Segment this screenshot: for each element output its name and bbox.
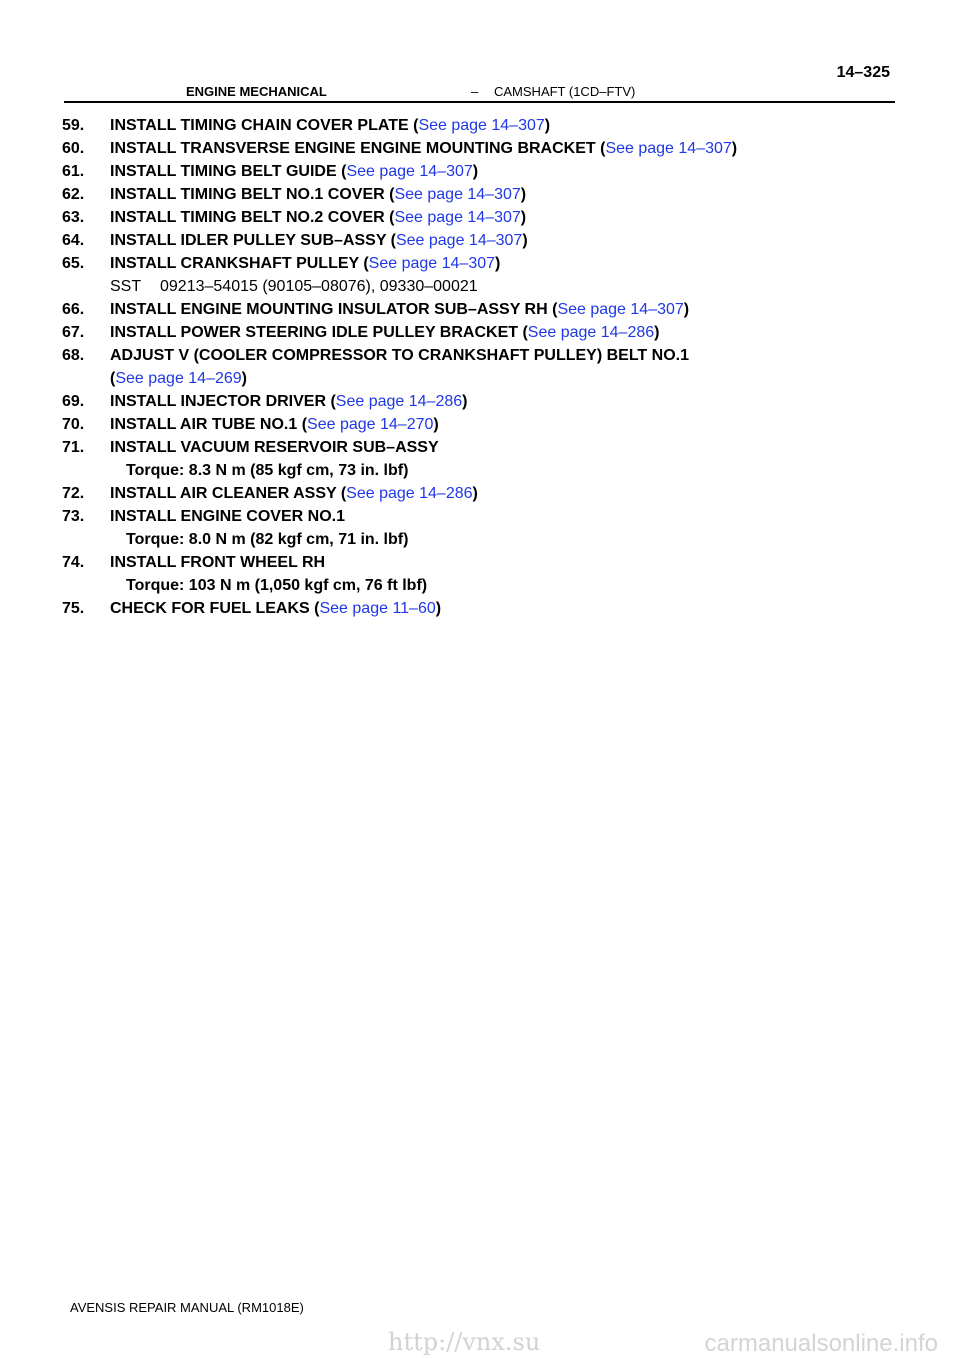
page-link[interactable]: See page 14–307	[394, 209, 521, 226]
step-close: )	[495, 255, 501, 272]
page-link[interactable]: See page 14–307	[418, 117, 545, 134]
step-close: )	[472, 163, 479, 180]
step-close: )	[435, 600, 442, 617]
page-link[interactable]: See page 14–307	[557, 301, 684, 318]
step-text: INSTALL CRANKSHAFT PULLEY (	[110, 255, 369, 272]
step-75	[62, 597, 922, 620]
step-close: )	[472, 485, 478, 502]
procedure-steps	[62, 114, 922, 620]
step-close: )	[241, 370, 247, 387]
watermark-left: http://vnx.su	[388, 1328, 541, 1356]
step-60	[62, 137, 922, 160]
step-62	[62, 183, 922, 206]
step-close: )	[433, 416, 439, 433]
step-63	[62, 206, 922, 229]
footer-manual-title: AVENSIS REPAIR MANUAL (RM1018E)	[70, 1300, 304, 1315]
step-text: INSTALL VACUUM RESERVOIR SUB–ASSY	[110, 439, 439, 456]
step-close: )	[522, 232, 528, 249]
header-rule	[64, 101, 895, 103]
step-number: 74.	[62, 554, 85, 571]
step-number: 65.	[62, 255, 85, 272]
step-number: 69.	[62, 393, 85, 410]
step-close: )	[654, 324, 660, 341]
step-number: 66.	[62, 301, 85, 318]
step-text: INSTALL POWER STEERING IDLE PULLEY BRACKET (	[110, 324, 528, 341]
page-link[interactable]: See page 14–307	[394, 186, 521, 203]
step-continuation	[110, 367, 922, 390]
step-text: INSTALL FRONT WHEEL RH	[110, 554, 326, 571]
step-59	[62, 114, 922, 137]
step-number: 67.	[62, 324, 85, 341]
step-close: )	[544, 117, 551, 134]
page-link[interactable]: See page 14–307	[605, 140, 732, 157]
page-link[interactable]: See page 14–307	[368, 255, 496, 272]
step-text: INSTALL AIR CLEANER ASSY (	[110, 485, 347, 502]
step-text: INSTALL INJECTOR DRIVER (	[110, 393, 336, 410]
step-number: 59.	[62, 117, 85, 134]
step-number: 60.	[62, 140, 85, 157]
step-text: INSTALL AIR TUBE NO.1 (	[110, 416, 308, 433]
page-number: 14–325	[836, 64, 890, 81]
sst-line	[110, 275, 922, 298]
step-close: )	[462, 393, 468, 410]
step-66	[62, 298, 922, 321]
step-73	[62, 505, 922, 551]
step-74	[62, 551, 922, 597]
step-text: INSTALL TRANSVERSE ENGINE ENGINE MOUNTING BRACKET (	[110, 140, 606, 157]
page-link[interactable]: See page 14–270	[307, 416, 434, 433]
page-link[interactable]: See page 14–286	[335, 393, 463, 410]
watermark-right: carmanualsonline.info	[704, 1330, 938, 1357]
step-open: (	[110, 370, 116, 387]
step-number: 62.	[62, 186, 85, 203]
header-section-title: ENGINE MECHANICAL	[186, 84, 327, 99]
step-text: INSTALL TIMING BELT GUIDE (	[110, 163, 347, 180]
torque-spec: Torque: 8.3 N m (85 kgf cm, 73 in. lbf)	[126, 462, 409, 479]
step-70	[62, 413, 922, 436]
page-link[interactable]: See page 11–60	[319, 600, 436, 617]
step-number: 75.	[62, 600, 85, 617]
step-number: 72.	[62, 485, 85, 502]
step-65	[62, 252, 922, 298]
sst-value: 09213–54015 (90105–08076), 09330–00021	[160, 278, 478, 295]
step-61	[62, 160, 922, 183]
step-number: 71.	[62, 439, 85, 456]
step-close: )	[731, 140, 738, 157]
torque-spec: Torque: 8.0 N m (82 kgf cm, 71 in. lbf)	[126, 531, 409, 548]
step-number: 68.	[62, 347, 85, 364]
step-text: CHECK FOR FUEL LEAKS (	[110, 600, 320, 617]
header-subsection-title: CAMSHAFT (1CD–FTV)	[494, 84, 636, 99]
step-71	[62, 436, 922, 482]
step-close: )	[683, 301, 690, 318]
step-69	[62, 390, 922, 413]
step-text: INSTALL TIMING CHAIN COVER PLATE (	[110, 117, 419, 134]
page-link[interactable]: See page 14–286	[346, 485, 473, 502]
step-text: INSTALL ENGINE COVER NO.1	[110, 508, 345, 525]
step-64	[62, 229, 922, 252]
torque-spec: Torque: 103 N m (1,050 kgf cm, 76 ft lbf)	[126, 577, 428, 594]
sst-label: SST	[110, 278, 142, 295]
step-close: )	[520, 186, 527, 203]
step-number: 70.	[62, 416, 85, 433]
page-link[interactable]: See page 14–307	[346, 163, 473, 180]
page-link[interactable]: See page 14–307	[395, 232, 523, 249]
step-number: 61.	[62, 163, 85, 180]
step-text: INSTALL ENGINE MOUNTING INSULATOR SUB–ASSY RH (	[110, 301, 558, 318]
step-text: INSTALL IDLER PULLEY SUB–ASSY (	[110, 232, 396, 249]
page-link[interactable]: See page 14–286	[527, 324, 655, 341]
step-text: INSTALL TIMING BELT NO.2 COVER (	[110, 209, 395, 226]
page-link[interactable]: See page 14–269	[115, 370, 242, 387]
step-67	[62, 321, 922, 344]
step-number: 63.	[62, 209, 85, 226]
step-text: ADJUST V (COOLER COMPRESSOR TO CRANKSHAFT PULLEY) BELT NO.1	[110, 347, 689, 364]
step-text: INSTALL TIMING BELT NO.1 COVER (	[110, 186, 395, 203]
step-72	[62, 482, 922, 505]
step-close: )	[520, 209, 527, 226]
step-68	[62, 344, 922, 390]
header-separator: –	[471, 84, 479, 99]
step-number: 64.	[62, 232, 85, 249]
step-number: 73.	[62, 508, 85, 525]
